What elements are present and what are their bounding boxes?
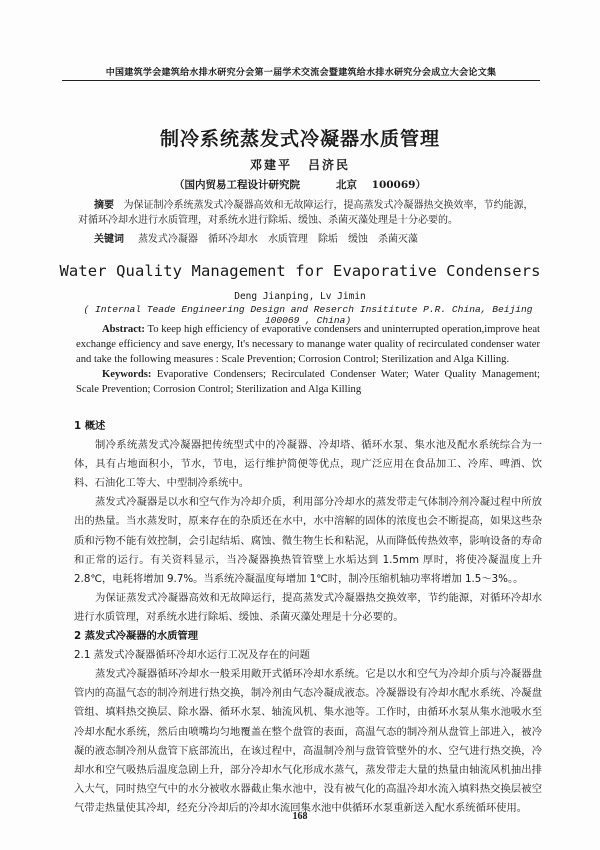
title-cn: 制冷系统蒸发式冷凝器水质管理 [159, 128, 440, 150]
section-2-1-paragraph: 蒸发式冷凝器循环冷却水一般采用敞开式循环冷却水系统。它是以水和空气为冷却介质与冷凝器盘管内的高温气态的制冷剂进行热交换，制冷剂由气态冷凝成液态。冷凝器设有冷却水配水系统、冷凝盘管组、填料热交换层、除水器、循环水泵、轴流风机、集水池等。工作时，由循环水泵从集水池吸水至冷却水配水系统，然后由喷嘴均匀地覆盖在整个盘管的表面，高温气态的制冷剂从盘管上部进入，被冷凝的液态制冷剂从盘管下底部流出，在该过程中，高温制冷剂与盘管管壁外的水、空气进行热交换，冷却水和空气吸热后温度急剧上升，部分冷却水气化形成水蒸气，蒸发带走大量的热量由轴流风机抽出排入大气，同时热空气中的水分被收水器截止集水池中，没有被气化的高温冷却水流入填料热交换层被空气带走热量使其冷却，经充分冷却后的冷却水流回集水池中供循环水泵重新送入配水系统循环使用。 [74, 668, 542, 814]
keyword-cn: 循环冷却水 [207, 234, 258, 245]
abstract-en-label: Abstract: [102, 324, 145, 335]
authors-en: Deng Jianping, Lv Jimin [234, 291, 366, 302]
keyword-cn: 除垢 [317, 234, 338, 245]
section-1-paragraph: 蒸发式冷凝器是以水和空气作为冷却介质，利用部分冷却水的蒸发带走气体制冷剂冷凝过程中所放出的热量。当水蒸发时，原来存在的杂质还在水中，水中溶解的固体的浓度也会不断提高，如果这些杂质和污物不能有效控制，会引起结垢、腐蚀、微生物生长和粘泥，从而降低传热效率，影响设备的寿命和正常的运行。有关资料显示，当冷凝器换热管管壁上水垢达到 1.5mm 厚时，将使冷凝温度上升 2.8℃，电耗将增加 9.7%。当系统冷凝温度每增加 1℃时，制冷压缩机轴功率将增加 1.5～3%。。 [74, 496, 542, 585]
section-2-heading: 2 蒸发式冷凝器的水质管理 [74, 630, 199, 643]
header-rule [62, 80, 540, 81]
abstract-en-text: To keep high efficiency of evaporative condensers and uninterrupted operation,improve heat exchange efficiency and save energy, It's necessary to manange water quality of recirculated condenser water and take the following measures : Scale Prevention; Corrosion Control; Sterilization and Alga Killing. [76, 324, 540, 365]
keywords-cn [78, 230, 428, 245]
section-1-heading: 1 概述 [74, 420, 106, 432]
affiliation-cn-postcode: 100069） [371, 179, 426, 191]
section-2-1-heading: 2.1 蒸发式冷凝器循环冷却水运行工况及存在的问题 [74, 649, 310, 662]
body-text [74, 417, 542, 818]
keyword-cn: 水质管理 [267, 234, 308, 245]
affiliation-cn-city: 北京 [336, 179, 358, 191]
keywords-cn-label: 关键词 [94, 234, 124, 245]
keyword-cn: 蒸发式冷凝器 [137, 234, 198, 245]
keyword-cn: 缓蚀 [347, 234, 368, 245]
section-1-paragraph: 为保证蒸发式冷凝器高效和无故障运行，提高蒸发式冷凝器热交换效率，节约能源，对循环冷却水进行水质管理，对系统水进行除垢、缓蚀、杀菌灭藻处理是十分必要的。 [74, 591, 542, 623]
title-en: Water Quality Management for Evaporative Condensers [59, 262, 541, 280]
affiliation-cn [0, 177, 600, 192]
keywords-en-text: Evaporative Condensers; Recirculated Condenser Water; Water Quality Management; Scale Prevention; Corrosion Control; Sterilization and Alga Killing [76, 369, 541, 395]
running-header: 中国建筑学会建筑给水排水研究分会第一届学术交流会暨建筑给水排水研究分会成立大会论文集 [105, 68, 497, 78]
affiliation-cn-institute: （国内贸易工程设计研究院 [174, 179, 301, 191]
abstract-cn-text: 为保证制冷系统蒸发式冷凝器高效和无故障运行，提高蒸发式冷凝器热交换效率，节约能源，对循环冷却水进行水质管理，对系统水进行除垢、缓蚀、杀菌灭藻处理是十分必要的。 [78, 200, 534, 226]
keyword-cn: 杀菌灭藻 [377, 234, 418, 245]
author-cn-2: 吕济民 [308, 158, 351, 172]
page-number: 168 [292, 811, 308, 822]
keywords-en-label: Keywords: [102, 369, 152, 380]
abstract-cn-label: 摘要 [94, 200, 114, 211]
abstract-en [76, 322, 540, 397]
abstract-cn [78, 199, 538, 228]
section-1-paragraph: 制冷系统蒸发式冷凝器把传统型式中的冷凝器、冷却塔、循环水泵、集水池及配水系统综合为一体，具有占地面积小，节水，节电，运行维护简便等优点，现广泛应用在食品加工、冷库、啤酒、饮料、石油化工等大、中型制冷系统中。 [74, 439, 542, 490]
author-cn-1: 邓建平 [249, 158, 292, 172]
authors-cn [0, 156, 600, 173]
affiliation-en: ( Internal Teade Engineering Design and Reserch Insititute P.R. China, Beijing 100069 , China) [83, 304, 533, 326]
